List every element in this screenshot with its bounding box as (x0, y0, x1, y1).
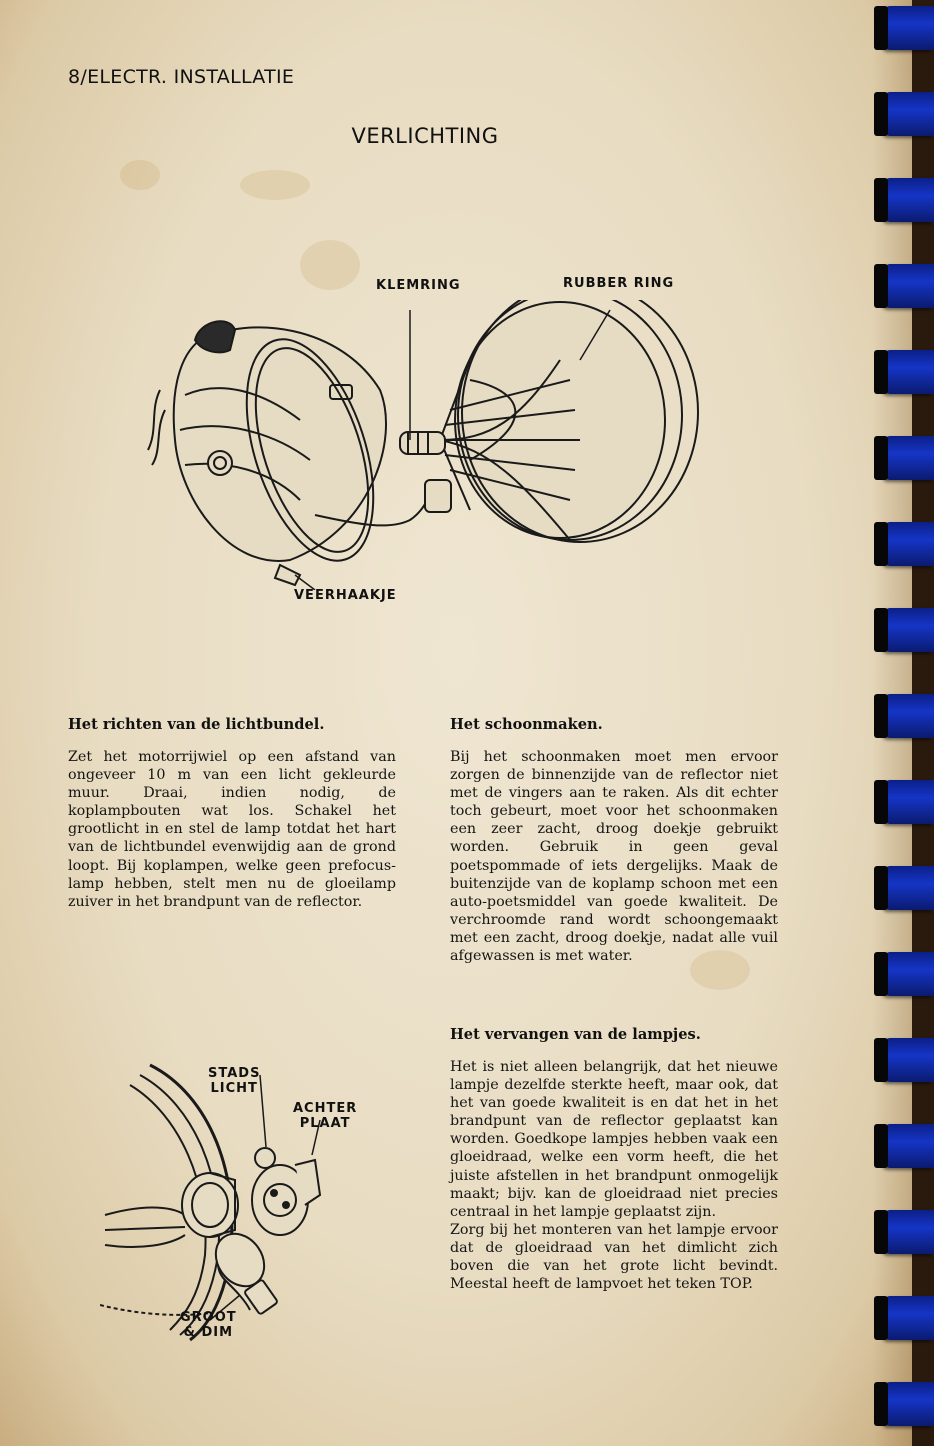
binding-ring (884, 608, 934, 652)
binding-ring (884, 780, 934, 824)
label-rubber-ring: RUBBER RING (563, 276, 675, 291)
binding-ring (884, 1124, 934, 1168)
paper-stain (240, 170, 310, 200)
binding-ring (884, 694, 934, 738)
text-schoonmaken (450, 748, 778, 965)
lamp-holder-illustration (100, 1055, 370, 1345)
binding-ring (884, 1210, 934, 1254)
chapter-title: ELECTR. INSTALLATIE (87, 66, 295, 88)
binding-ring (884, 952, 934, 996)
heading-schoonmaken: Het schoonmaken. (450, 716, 603, 733)
paragraph-schoonmaken: Bij het schoonmaken moet men ervoor zorgen de binnenzijde van de reflector niet met de vingers aan te raken. Als dit echter toch gebeurt, moet voor het schoonmaken een zeer zacht, droog doekje gebruikt worden. Gebruik in geen geval poetspommade of iets dergelijks. Maak de buitenzijde van de koplamp schoon met een auto-poetsmiddel van goede kwaliteit. De verchroomde rand wordt schoongemaakt met een zacht, droog doekje, nadat alle vuil afgewassen is met water. (450, 749, 778, 965)
text-richten (68, 748, 396, 911)
page-title: VERLICHTING (351, 124, 499, 148)
label-stadslicht: STADS LICHT (208, 1066, 261, 1096)
binding-ring (884, 264, 934, 308)
binding-ring (884, 1296, 934, 1340)
binding-ring (884, 350, 934, 394)
binding-ring (884, 522, 934, 566)
label-veerhaakje: VEERHAAKJE (294, 588, 397, 603)
page-number: 8 (68, 66, 81, 88)
paragraph-vervangen-1: Het is niet alleen belangrijk, dat het nieuwe lampje dezelfde sterkte heeft, maar ook, dat het van goede kwaliteit is en dat het in het brandpunt van de reflector geplaatst kan worden. Goedkope lampjes hebben vaak een gloeidraad, welke een vorm heeft, die het juiste afstellen in het brandpunt onmogelijk maakt; bijv. kan de gloeidraad niet precies centraal in het lampje geplaatst zijn. (450, 1059, 778, 1220)
binding-ring (884, 1382, 934, 1426)
paper-stain (120, 160, 160, 190)
label-groot-dim: GROOT & DIM (180, 1310, 237, 1340)
heading-vervangen: Het vervangen van de lampjes. (450, 1026, 701, 1043)
binding-ring (884, 6, 934, 50)
headlamp-illustration (140, 300, 700, 590)
binding-ring (884, 178, 934, 222)
paragraph-richten: Zet het motorrijwiel op een afstand van ongeveer 10 m van een licht gekleurde muur. Draai, indien nodig, de koplampbouten wat los. Schakel het grootlicht in en stel de lamp totdat het hart van de lichtbundel evenwijdig aan de grond loopt. Bij koplampen, welke geen prefocus-lamp hebben, stelt men nu de gloeilamp zuiver in het brandpunt van de reflector. (68, 749, 396, 910)
running-header: 8/ELECTR. INSTALLATIE (68, 66, 295, 88)
label-achterplaat: ACHTER PLAAT (293, 1101, 358, 1131)
paper-stain (300, 240, 360, 290)
binding-ring (884, 866, 934, 910)
label-klemring: KLEMRING (376, 278, 461, 293)
binding-ring (884, 92, 934, 136)
text-vervangen (450, 1058, 778, 1293)
spiral-binding (912, 0, 934, 1446)
heading-richten: Het richten van de lichtbundel. (68, 716, 325, 733)
binding-ring (884, 436, 934, 480)
binding-ring (884, 1038, 934, 1082)
paragraph-vervangen-2: Zorg bij het monteren van het lampje ervoor dat de gloeidraad van het dimlicht zich boven die van het grote licht bevindt. Meestal heeft de lampvoet het teken TOP. (450, 1221, 778, 1293)
